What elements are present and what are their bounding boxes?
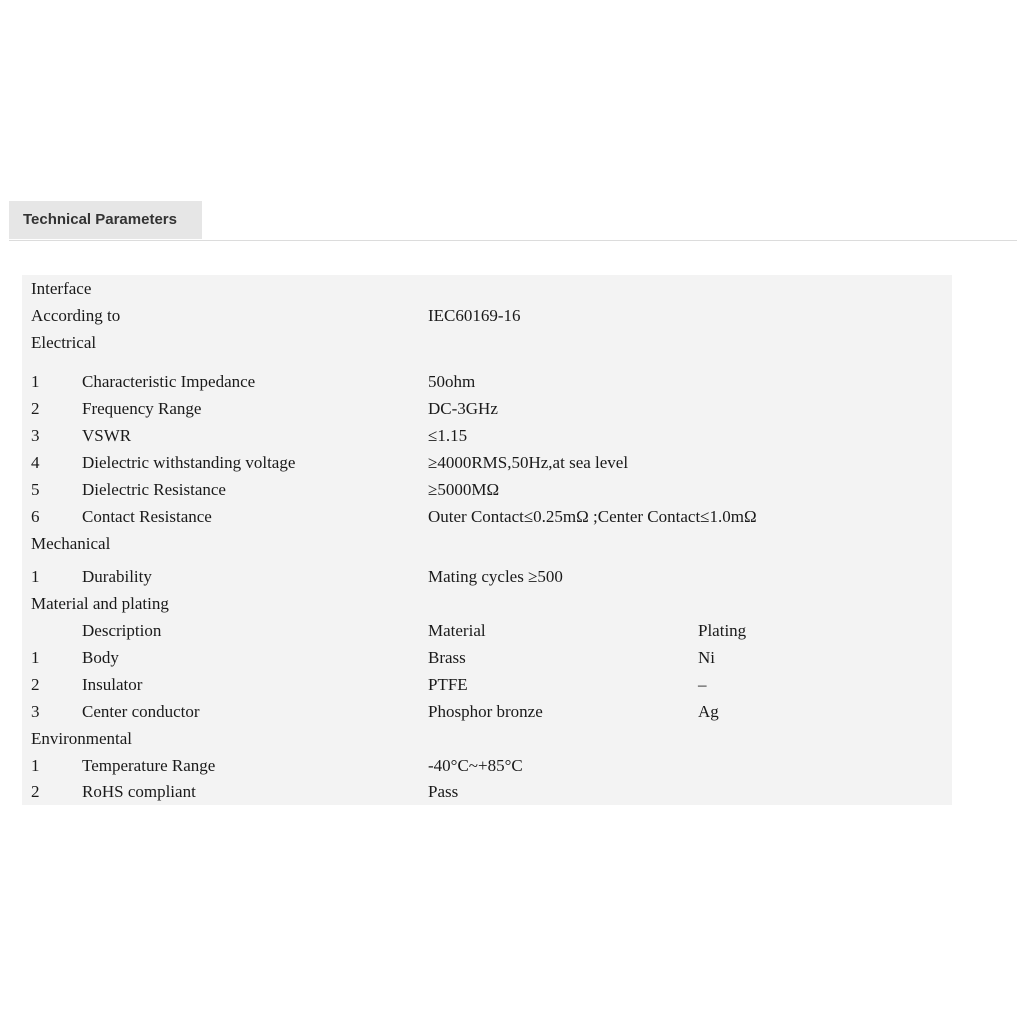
param-name: Temperature Range (82, 756, 216, 775)
param-value: DC-3GHz (428, 399, 498, 418)
plating-value: Ag (698, 702, 719, 721)
param-name: Center conductor (82, 702, 200, 721)
param-value: 50ohm (428, 372, 476, 391)
plating-value: Ni (698, 648, 715, 667)
tab-bar (9, 201, 1017, 241)
row-number: 1 (31, 567, 40, 586)
column-header-material: Material (428, 621, 486, 640)
param-name: Dielectric Resistance (82, 480, 226, 499)
column-header-description: Description (82, 621, 162, 640)
param-name: Characteristic Impedance (82, 372, 256, 391)
material-value: Phosphor bronze (428, 702, 543, 721)
section-heading-electrical: Electrical (31, 333, 97, 352)
material-value: Brass (428, 648, 466, 667)
param-name: Body (82, 648, 119, 667)
param-name: Insulator (82, 675, 143, 694)
technical-parameters-table (22, 275, 952, 805)
param-value: Outer Contact≤0.25mΩ ;Center Contact≤1.0mΩ (428, 507, 757, 526)
row-number: 5 (31, 480, 40, 499)
param-value: Mating cycles ≥500 (428, 567, 563, 586)
section-heading-interface: Interface (31, 279, 92, 298)
param-value: -40°C~+85°C (428, 756, 523, 775)
row-number: 2 (31, 675, 40, 694)
row-number: 2 (31, 399, 40, 418)
according-to-value: IEC60169-16 (428, 306, 521, 325)
section-heading-material: Material and plating (31, 594, 169, 613)
param-name: VSWR (82, 426, 132, 445)
row-number: 2 (31, 782, 40, 801)
material-value: PTFE (428, 675, 468, 694)
param-name: Dielectric withstanding voltage (82, 453, 296, 472)
param-value: ≤1.15 (428, 426, 468, 445)
param-value: ≥5000MΩ (428, 480, 500, 499)
param-name: RoHS compliant (82, 782, 196, 801)
row-number: 3 (31, 702, 40, 721)
section-heading-mechanical: Mechanical (31, 534, 111, 553)
param-name: Durability (82, 567, 152, 586)
row-number: 4 (31, 453, 40, 472)
plating-value: – (698, 675, 707, 694)
row-number: 3 (31, 426, 40, 445)
row-number: 6 (31, 507, 40, 526)
param-value: ≥4000RMS,50Hz,at sea level (428, 453, 629, 472)
row-number: 1 (31, 372, 40, 391)
param-value: Pass (428, 782, 459, 801)
according-to-label: According to (31, 306, 121, 325)
row-number: 1 (31, 756, 40, 775)
row-number: 1 (31, 648, 40, 667)
param-name: Frequency Range (82, 399, 202, 418)
section-heading-environmental: Environmental (31, 729, 133, 748)
tab-technical-parameters[interactable]: Technical Parameters (9, 201, 202, 239)
param-name: Contact Resistance (82, 507, 212, 526)
column-header-plating: Plating (698, 621, 747, 640)
